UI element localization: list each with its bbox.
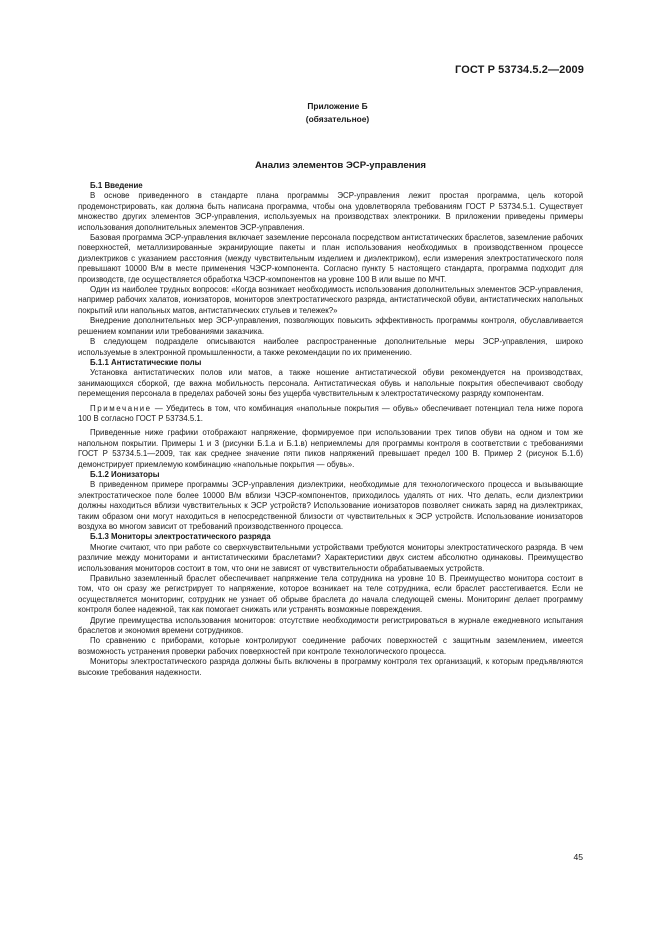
paragraph: Один из наиболее трудных вопросов: «Когда возникает необходимость использования дополнительных элементов ЭСР-управления, например рабочих халатов, ионизаторов, мониторов электростатического разряда, антистатической обуви, антистатических напольных покрытий или напольных матов, антистатических стульев и тележек?» — [78, 285, 583, 315]
note-text: — Убедитесь в том, что комбинация «напольные покрытия — обувь» обеспечивает потенциал тела ниже порога 100 В согласно ГОСТ Р 53734.5.1. — [78, 403, 583, 423]
section-heading-b12: Б.1.2 Ионизаторы — [90, 469, 160, 479]
paragraph: В приведенном примере программы ЭСР-управления диэлектрики, необходимые для технологического процесса и вызывающие электростатическое поле более 10000 В/м вблизи ЧЭСР-компонентов, приходилось удалять от них. Что делать, если диэлектрики должны находиться вблизи чувствительных к ЭСР устройств? Использование ионизаторов позволяет снижать заряд на диэлектриках, таким образом они могут находиться в непосредственной близости от чувствительных к ЭСР устройств. Использование ионизаторов воздуха во многом зависит от требований производственного процесса. — [78, 480, 583, 531]
section-heading-b1: Б.1 Введение — [90, 181, 143, 190]
paragraph: По сравнению с приборами, которые контролируют соединение рабочих поверхностей с защитным заземлением, имеется возможность устранения проверки рабочих поверхностей при контроле технологического процесса. — [78, 636, 583, 656]
annex-status: (обязательное) — [305, 114, 370, 124]
page-number: 45 — [573, 852, 583, 862]
paragraph: Правильно заземленный браслет обеспечивает напряжение тела сотрудника на уровне 10 В. Преимущество монитора состоит в том, что он сразу же регистрирует то напряжение, которое возникает на теле сотрудника, если браслет расстегивается. Если не осуществляется мониторинг, сотрудник не узнает об обрыве браслета до начала следующей смены. Мониторинг делает программу контроля более надежной, так как помогает снижать или устранять возможные повреждения. — [78, 574, 583, 615]
paragraph: Установка антистатических полов или матов, а также ношение антистатической обуви рекомендуется на производствах, занимающихся сборкой, где важна мобильность персонала. Антистатическая обувь и напольные покрытия обеспечивают свободу перемещения персонала в пределах рабочей зоны без ущерба чувствительным к электростатическому разряду компонентам. — [78, 368, 583, 399]
note-label: Примечание — [90, 403, 152, 413]
annex-title: Приложение Б — [307, 101, 368, 111]
paragraph: В основе приведенного в стандарте плана программы ЭСР-управления лежит простая программа, цель которой продемонстрировать, как должна быть написана программа, чтобы она удовлетворяла требованиям ГОСТ Р 53734.5.1. Существует множество других элементов ЭСР-управления, используемых на производствах электроники. В приложении приведены примеры использования дополнительных элементов ЭСР-управления. — [78, 191, 583, 232]
body-text — [78, 181, 583, 678]
note — [78, 404, 583, 425]
document-code-header: ГОСТ Р 53734.5.2—2009 — [455, 64, 584, 76]
paragraph: Многие считают, что при работе со сверхчувствительными устройствами требуются мониторы электростатического разряда. В чем различие между мониторами и антистатическими браслетами? Характеристики двух систем абсолютно одинаковы. Преимущество использования мониторов состоит в том, что они не зависят от чувствительности обрабатываемых устройств. — [78, 542, 583, 573]
paragraph: Другие преимущества использования мониторов: отсутствие необходимости регистрироваться в журнале ежедневного испытания браслетов и экономия времени сотрудников. — [78, 615, 583, 636]
annex-heading — [0, 100, 661, 126]
document-title: Анализ элементов ЭСР-управления — [255, 160, 426, 171]
section-heading-b11: Б.1.1 Антистатические полы — [90, 357, 202, 367]
section-heading-b13: Б.1.3 Мониторы электростатического разряда — [90, 532, 271, 542]
paragraph: Внедрение дополнительных мер ЭСР-управления, позволяющих повысить эффективность программы контроля, обуславливается решением компании или требованиями заказчика. — [78, 316, 583, 336]
paragraph: Приведенные ниже графики отображают напряжение, формируемое при использовании трех типов обуви на одном и том же напольном покрытии. Примеры 1 и 3 (рисунки Б.1.а и Б.1.в) неприемлемы для программы контроля в соответствии с требованиями ГОСТ Р 53734.5.1—2009, так как среднее значение пяти пиков напряжений превышает предел 100 В. Пример 2 (рисунок Б.1.б) демонстрирует приемлемую комбинацию «напольные покрытия — обувь». — [78, 428, 583, 469]
paragraph: Базовая программа ЭСР-управления включает заземление персонала посредством антистатических браслетов, заземление рабочих поверхностей, металлизированные экранирующие пакеты и план использования необходимых в производственном процессе диэлектриков с указанием расстояния (между чувствительным изделием и диэлектриком), если измерения электростатического поля превышают 10000 В/м в месте применения ЧЭСР-компонента. Согласно пункту 5 настоящего стандарта, программа подходит для производств, где осуществляется обработка ЧЭСР-компонентов на уровне 100 В или выше по МЧТ. — [78, 233, 583, 284]
paragraph: Мониторы электростатического разряда должны быть включены в программу контроля тех организаций, к которым предъявляются высокие требования надежности. — [78, 657, 583, 677]
paragraph: В следующем подразделе описываются наиболее распространенные дополнительные меры ЭСР-управления, широко используемые в электронной промышленности, а также рекомендации по их применению. — [78, 337, 583, 357]
